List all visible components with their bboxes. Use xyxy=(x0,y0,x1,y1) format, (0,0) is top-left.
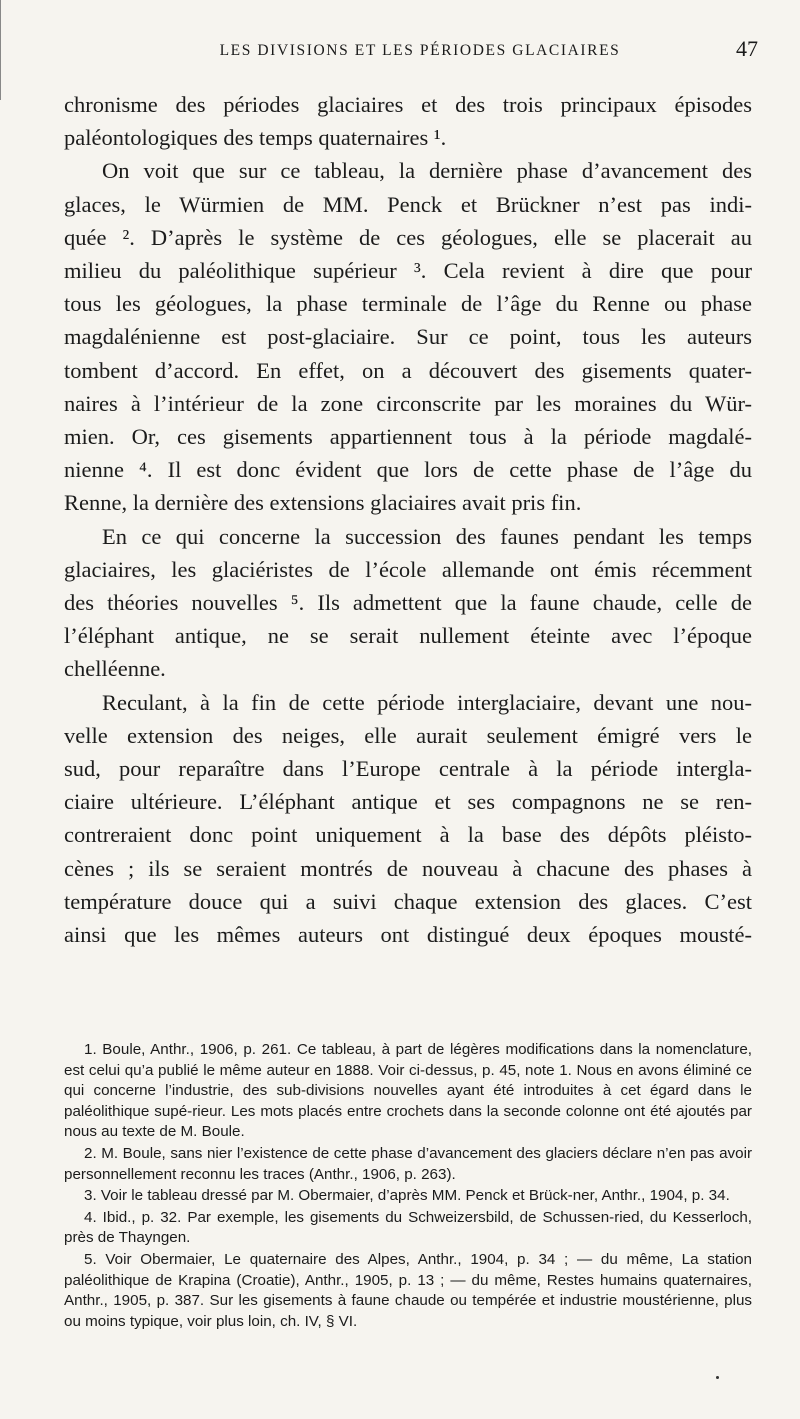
text-line: mien. Or, ces gisements appartiennent tous à la période magdalé- xyxy=(64,424,752,450)
footnotes xyxy=(64,1040,752,1333)
text-line: ainsi que les mêmes auteurs ont distingué deux époques mousté- xyxy=(64,922,752,948)
text-line: milieu du paléolithique supérieur ³. Cela revient à dire que pour xyxy=(64,258,752,284)
text-line: glaciaires, les glaciéristes de l’école allemande ont émis récemment xyxy=(64,556,752,582)
text-line: paléontologiques des temps quaternaires ¹. xyxy=(64,125,447,151)
page-number: 47 xyxy=(736,36,758,61)
text-line: température douce qui a suivi chaque extension des glaces. C’est xyxy=(64,888,752,914)
text-line: magdalénienne est post-glaciaire. Sur ce point, tous les auteurs xyxy=(64,324,752,350)
text-line: des théories nouvelles ⁵. Ils admettent que la faune chaude, celle de xyxy=(64,590,752,616)
text-line: cènes ; ils se seraient montrés de nouveau à chacune des phases à xyxy=(64,855,752,881)
print-speck xyxy=(716,1376,719,1379)
footnote: 3. Voir le tableau dressé par M. Obermaier, d’après MM. Penck et Brück-ner, Anthr., 1904, p. 34. xyxy=(84,1187,730,1205)
text-line: tombent d’accord. En effet, on a découvert des gisements quater- xyxy=(64,357,752,383)
footnote: 4. Ibid., p. 32. Par exemple, les gisements du Schweizersbild, de Schussen-ried, du Kesserloch, près de Thayngen. xyxy=(64,1208,752,1247)
text-line: quée ². D’après le système de ces géologues, elle se placerait au xyxy=(64,224,752,250)
text-line: chelléenne. xyxy=(64,656,166,682)
text-line: chronisme des périodes glaciaires et des trois principaux épisodes xyxy=(64,92,752,117)
text-line: velle extension des neiges, elle aurait seulement émigré vers le xyxy=(64,722,752,748)
text-line: sud, pour reparaître dans l’Europe centrale à la période intergla- xyxy=(64,756,752,782)
text-line: Renne, la dernière des extensions glaciaires avait pris fin. xyxy=(64,490,582,516)
text-line: l’éléphant antique, ne se serait nullement éteinte avec l’époque xyxy=(64,623,752,649)
footnote: 5. Voir Obermaier, Le quaternaire des Alpes, Anthr., 1904, p. 34 ; — du même, La station paléolithique de Krapina (Croatie), Anthr., 1905, p. 13 ; — du même, Restes humains quaternaires, Anthr., 1905, p. 387. Sur les gisements à faune chaude ou tempérée et industrie moustérienne, plus ou moins typique, voir plus loin, ch. IV, § VI. xyxy=(64,1250,752,1330)
footnote: 2. M. Boule, sans nier l’existence de cette phase d’avancement des glaciers déclare n’en pas avoir personnellement reconnu les traces (Anthr., 1906, p. 263). xyxy=(64,1144,752,1183)
scan-edge xyxy=(0,0,7,100)
text-line: nienne ⁴. Il est donc évident que lors de cette phase de l’âge du xyxy=(64,457,752,483)
text-line: En ce qui concerne la succession des faunes pendant les temps xyxy=(102,523,752,549)
body-text xyxy=(64,88,752,951)
text-line: glaces, le Würmien de MM. Penck et Brückner n’est pas indi- xyxy=(64,191,752,217)
text-line: naires à l’intérieur de la zone circonscrite par les moraines du Wür- xyxy=(64,390,752,416)
text-line: contreraient donc point uniquement à la base des dépôts pléisto- xyxy=(64,822,752,848)
running-header: LES DIVISIONS ET LES PÉRIODES GLACIAIRES xyxy=(219,42,621,59)
text-line: tous les géologues, la phase terminale de l’âge du Renne ou phase xyxy=(64,291,752,317)
text-line: ciaire ultérieure. L’éléphant antique et ses compagnons ne se ren- xyxy=(64,789,752,815)
text-line: On voit que sur ce tableau, la dernière phase d’avancement des xyxy=(102,158,752,184)
text-line: Reculant, à la fin de cette période interglaciaire, devant une nou- xyxy=(102,689,752,715)
footnote: 1. Boule, Anthr., 1906, p. 261. Ce tableau, à part de légères modifications dans la nomenclature, est celui qu’a publié le même auteur en 1888. Voir ci-dessus, p. 45, note 1. Nous en avons éliminé ce qui concerne l’industrie, des sub-divisions nouvelles ayant été introduites à cet égard dans le paléolithique supé-rieur. Les mots placés entre crochets dans la seconde colonne ont été ajoutés par nous au texte de M. Boule. xyxy=(64,1041,752,1141)
